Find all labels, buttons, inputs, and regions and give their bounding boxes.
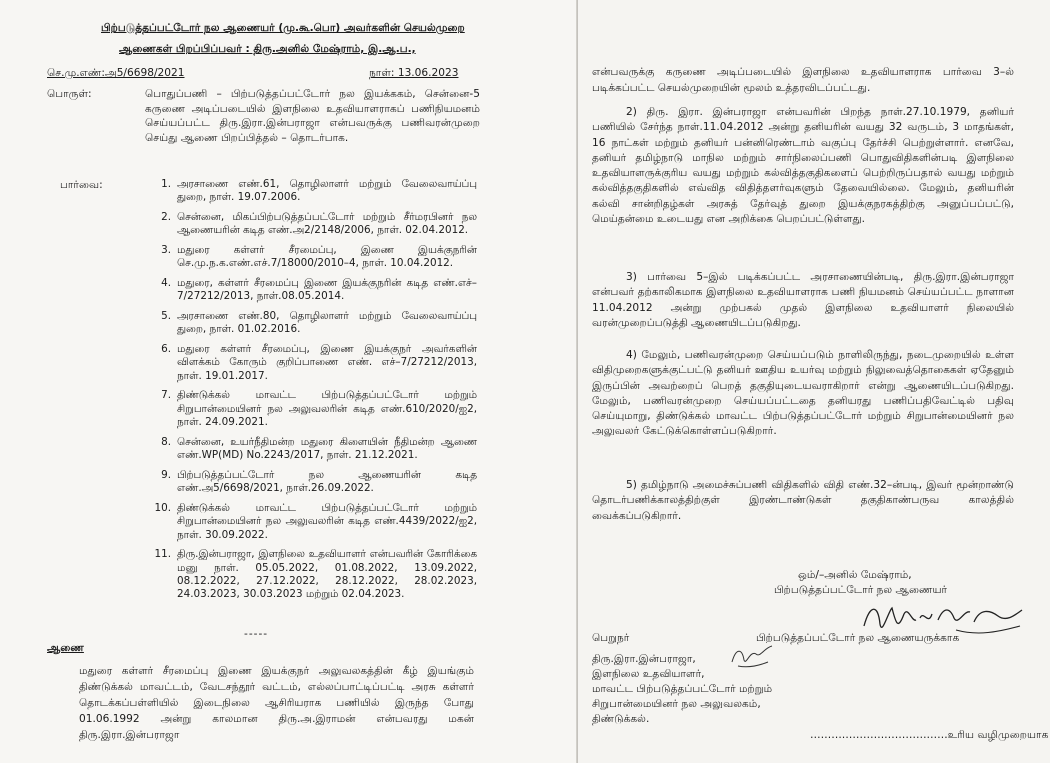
reference-text: மதுரை கள்ளர் சீரமைப்பு, இணை இயக்குநரின் செ.மு.ந.க.எண்.எச்.7/18000/2010–4, நாள். 10.04.2012. xyxy=(177,244,477,270)
references-label: பார்வை: xyxy=(60,179,103,191)
reference-text: திண்டுக்கல் மாவட்ட பிற்படுத்தப்பட்டோர் மற்றும் சிறுபான்மையினர் நல அலுவலரின் கடித எண்.4439/2022/ஐ2, நாள். 30.09.2022. xyxy=(177,501,477,541)
reference-text: சென்னை, மிகப்பிற்படுத்தப்பட்டோர் மற்றும் சீர்மரபினர் நல ஆணையரின் கடித எண்.அ2/2148/2006, நாள். 02.04.2012. xyxy=(177,211,477,237)
through-proper-channel: …………………………………உரிய வழிமுறையாக xyxy=(810,729,1049,741)
order-paragraph-1-continued: என்பவருக்கு கருணை அடிப்படையில் இளநிலை உதவியாளராக பார்வை 3–ல் படிக்கப்பட்ட செயல்முறையின் மூலம் உத்தரவிடப்பட்டது. xyxy=(592,66,1014,94)
reference-item xyxy=(147,436,477,463)
reference-number: செ.மு.எண்:அ5/6698/2021 xyxy=(47,67,185,79)
reference-item xyxy=(147,244,477,271)
recipient-address xyxy=(592,652,772,727)
order-paragraph-3: 3) பார்வை 5–இல் படிக்கப்பட்ட அரசாணையின்படி, திரு.இரா.இன்பராஜா என்பவர் தற்காலிகமாக இளநிலை உதவியாளராக பணி நியமனம் செய்யப்பட்ட நாளான 11.04.2012 அன்று முற்பகல் முதல் இளநிலை உதவியாளர் நிலையில் வரன்முறைப்படுத்தி ஆணையிடப்படுகிறது. xyxy=(592,271,1014,329)
reference-number-label: 4. xyxy=(161,277,171,289)
reference-number-label: 6. xyxy=(161,343,171,355)
references-list xyxy=(147,178,477,608)
recipient-line: சிறுபான்மையினர் நல அலுவலகம், xyxy=(592,698,761,710)
subject-label: பொருள்: xyxy=(47,88,92,100)
reference-number-label: 10. xyxy=(154,501,171,514)
reference-item xyxy=(147,277,477,304)
recipient-line: திண்டுக்கல். xyxy=(592,713,650,725)
order-date: நாள்: 13.06.2023 xyxy=(369,67,459,79)
reference-item xyxy=(147,310,477,337)
recipient-line: இளநிலை உதவியாளர், xyxy=(592,668,705,680)
reference-number-label: 7. xyxy=(161,389,171,402)
signatory-name: ஒம்/–அனில் மேஷ்ராம், xyxy=(798,569,912,581)
reference-text: பிற்படுத்தப்பட்டோர் நல ஆணையரின் கடித எண்.அ5/6698/2021, நாள்.26.09.2022. xyxy=(177,468,477,495)
reference-item xyxy=(147,178,477,205)
order-paragraph-5: 5) தமிழ்நாடு அமைச்சுப்பணி விதிகளில் விதி எண்.32–ன்படி, இவர் மூன்றாண்டு தொடர்பணிக்காலத்திற்குள் இரண்டாண்டுகள் தகுதிகாண்பருவ காலத்தில் வைக்கப்படுகிறார். xyxy=(592,479,1014,522)
order-paragraph-4: 4) மேலும், பணிவரன்முறை செய்யப்படும் நாளிலிருந்து, நடைமுறையில் உள்ள விதிமுறைகளுக்குட்பட்டு தனியர் ஊதிய உயர்வு மற்றும் நிலுவைத்தொகைகள் ஏதேனும் இருப்பின் அவற்றைப் பெறத் தகுதியுடையவராகிறார் என்று ஆணையிடப்படுகிறது. மேலும், பணிவரன்முறை செய்யப்பட்டதை தனியரது பணிப்பதிவேட்டில் பதிவு செய்யுமாறு, திண்டுக்கல் மாவட்ட பிற்படுத்தப்பட்டோர் மற்றும் சிறுபான்மையினர் நல அலுவலர் கேட்டுக்கொள்ளப்படுகிறார். xyxy=(592,349,1014,438)
header-line-2: ஆணைகள் பிறப்பிப்பவர் : திரு.அனில் மேஷ்ராம், இ.ஆ.ப., xyxy=(119,43,416,55)
reference-text: திண்டுக்கல் மாவட்ட பிற்படுத்தப்பட்டோர் மற்றும் சிறுபான்மையினர் நல அலுவலரின் கடித எண்.610/2020/ஐ2, நாள். 24.09.2021. xyxy=(177,389,477,429)
signatory-designation: பிற்படுத்தப்பட்டோர் நல ஆணையர் xyxy=(774,584,948,596)
reference-number-label: 3. xyxy=(161,244,171,256)
reference-item xyxy=(147,548,477,602)
reference-number-label: 11. xyxy=(154,548,171,561)
reference-item xyxy=(147,502,477,542)
signed-for-line: பிற்படுத்தப்பட்டோர் நல ஆணையருக்காக xyxy=(756,632,960,644)
reference-text: மதுரை கள்ளர் சீரமைப்பு, இணை இயக்குநர் அவர்களின் விளக்கம் கோரும் குறிப்பாணை எண். எச்–7/27212/2013, நாள். 19.01.2017. xyxy=(177,343,477,382)
order-heading: ஆணை xyxy=(47,642,84,654)
reference-number-label: 8. xyxy=(161,435,171,448)
recipient-label: பெறுநர் xyxy=(592,632,630,644)
reference-number-label: 5. xyxy=(161,310,171,322)
header-line-1: பிற்படுத்தப்பட்டோர் நல ஆணையர் (மு.கூ.பொ) அவர்களின் செயல்முறை xyxy=(101,22,465,34)
reference-item xyxy=(147,211,477,238)
reference-item xyxy=(147,343,477,383)
reference-item xyxy=(147,389,477,429)
reference-text: சென்னை, உயர்நீதிமன்ற மதுரை கிளையின் நீதிமன்ற ஆணை எண்.WP(MD) No.2243/2017, நாள். 21.12.2021. xyxy=(177,435,477,462)
reference-number-label: 1. xyxy=(161,178,171,190)
recipient-line: திரு.இரா.இன்பராஜா, xyxy=(592,653,696,665)
reference-text: அரசாணை எண்.61, தொழிலாளர் மற்றும் வேலைவாய்ப்பு துறை, நாள். 19.07.2006. xyxy=(177,178,477,204)
reference-number-label: 2. xyxy=(161,211,171,223)
order-paragraph-2: 2) திரு. இரா. இன்பராஜா என்பவரின் பிறந்த நாள்.27.10.1979, தனியர் பணியில் சேர்ந்த நாள்.11.04.2012 அன்று தனியரின் வயது 32 வருடம், 3 மாதங்கள், 16 நாட்கள் மற்றும் தனியர் பன்னிரெண்டாம் வகுப்பு தேர்ச்சி பெற்றுள்ளார். எனவே, தனியர் தமிழ்நாடு மாநில மற்றும் சார்நிலைப்பணி பொதுவிதிகளின்படி இளநிலை உதவியாளருக்குரிய வயது மற்றும் கல்வித்தகுதிகளைப் பெற்றிருப்பதால் வயது மற்றும் கல்வித்தகுதிகளில் எவ்வித விதித்தளர்வுகளும் தேவையில்லை. மேலும், தனியரின் கல்வி சான்றிதழ்கள் அரசுத் தேர்வுத் துறை இயக்குநரகத்திற்கு அனுப்பப்பட்டு, மெய்தன்மை உடையது என அறிக்கை பெறப்பட்டுள்ளது. xyxy=(592,106,1014,226)
reference-text: அரசாணை எண்.80, தொழிலாளர் மற்றும் வேலைவாய்ப்பு துறை, நாள். 01.02.2016. xyxy=(177,310,477,336)
recipient-line: மாவட்ட பிற்படுத்தப்பட்டோர் மற்றும் xyxy=(592,683,773,695)
separator: ----- xyxy=(244,628,269,640)
reference-item xyxy=(147,469,477,496)
reference-number-label: 9. xyxy=(161,468,171,481)
reference-text: மதுரை, கள்ளர் சீரமைப்பு இணை இயக்குநரின் கடித எண்.எச்–7/27212/2013, நாள்.08.05.2014. xyxy=(177,277,477,303)
reference-text: திரு.இன்பராஜா, இளநிலை உதவியாளர் என்பவரின் கோரிக்கை மனு நாள். 05.05.2022, 01.08.2022, 13.09.2022, 08.12.2022, 27.12.2022, 28.12.2022, 28.02.2023, 24.03.2023, 30.03.2023 மற்றும் 02.04.2023. xyxy=(177,548,477,601)
subject-text: பொதுப்பணி – பிற்படுத்தப்பட்டோர் நல இயக்ககம், சென்னை-5 கருணை அடிப்படையில் இளநிலை உதவியாளராகப் பணிநியமனம் செய்யப்பட்ட திரு.இரா.இன்பராஜா என்பவருக்கு பணிவரன்முறை செய்து ஆணை பிறப்பித்தல் – தொடர்பாக. xyxy=(145,88,480,144)
right-page xyxy=(578,0,1050,763)
order-paragraph-1: மதுரை கள்ளர் சீரமைப்பு இணை இயக்குநர் அலுவலகத்தின் கீழ் இயங்கும் திண்டுக்கல் மாவட்டம், வேடசந்தூர் வட்டம், எல்லப்பாட்டிப்பட்டி அரசு கள்ளர் தொடக்கப்பள்ளியில் இடைநிலை ஆசிரியராக பணியில் இருந்த போது 01.06.1992 அன்று காலமான திரு.அ.இராமன் என்பவரது மகன் திரு.இரா.இன்பராஜா xyxy=(79,665,474,741)
